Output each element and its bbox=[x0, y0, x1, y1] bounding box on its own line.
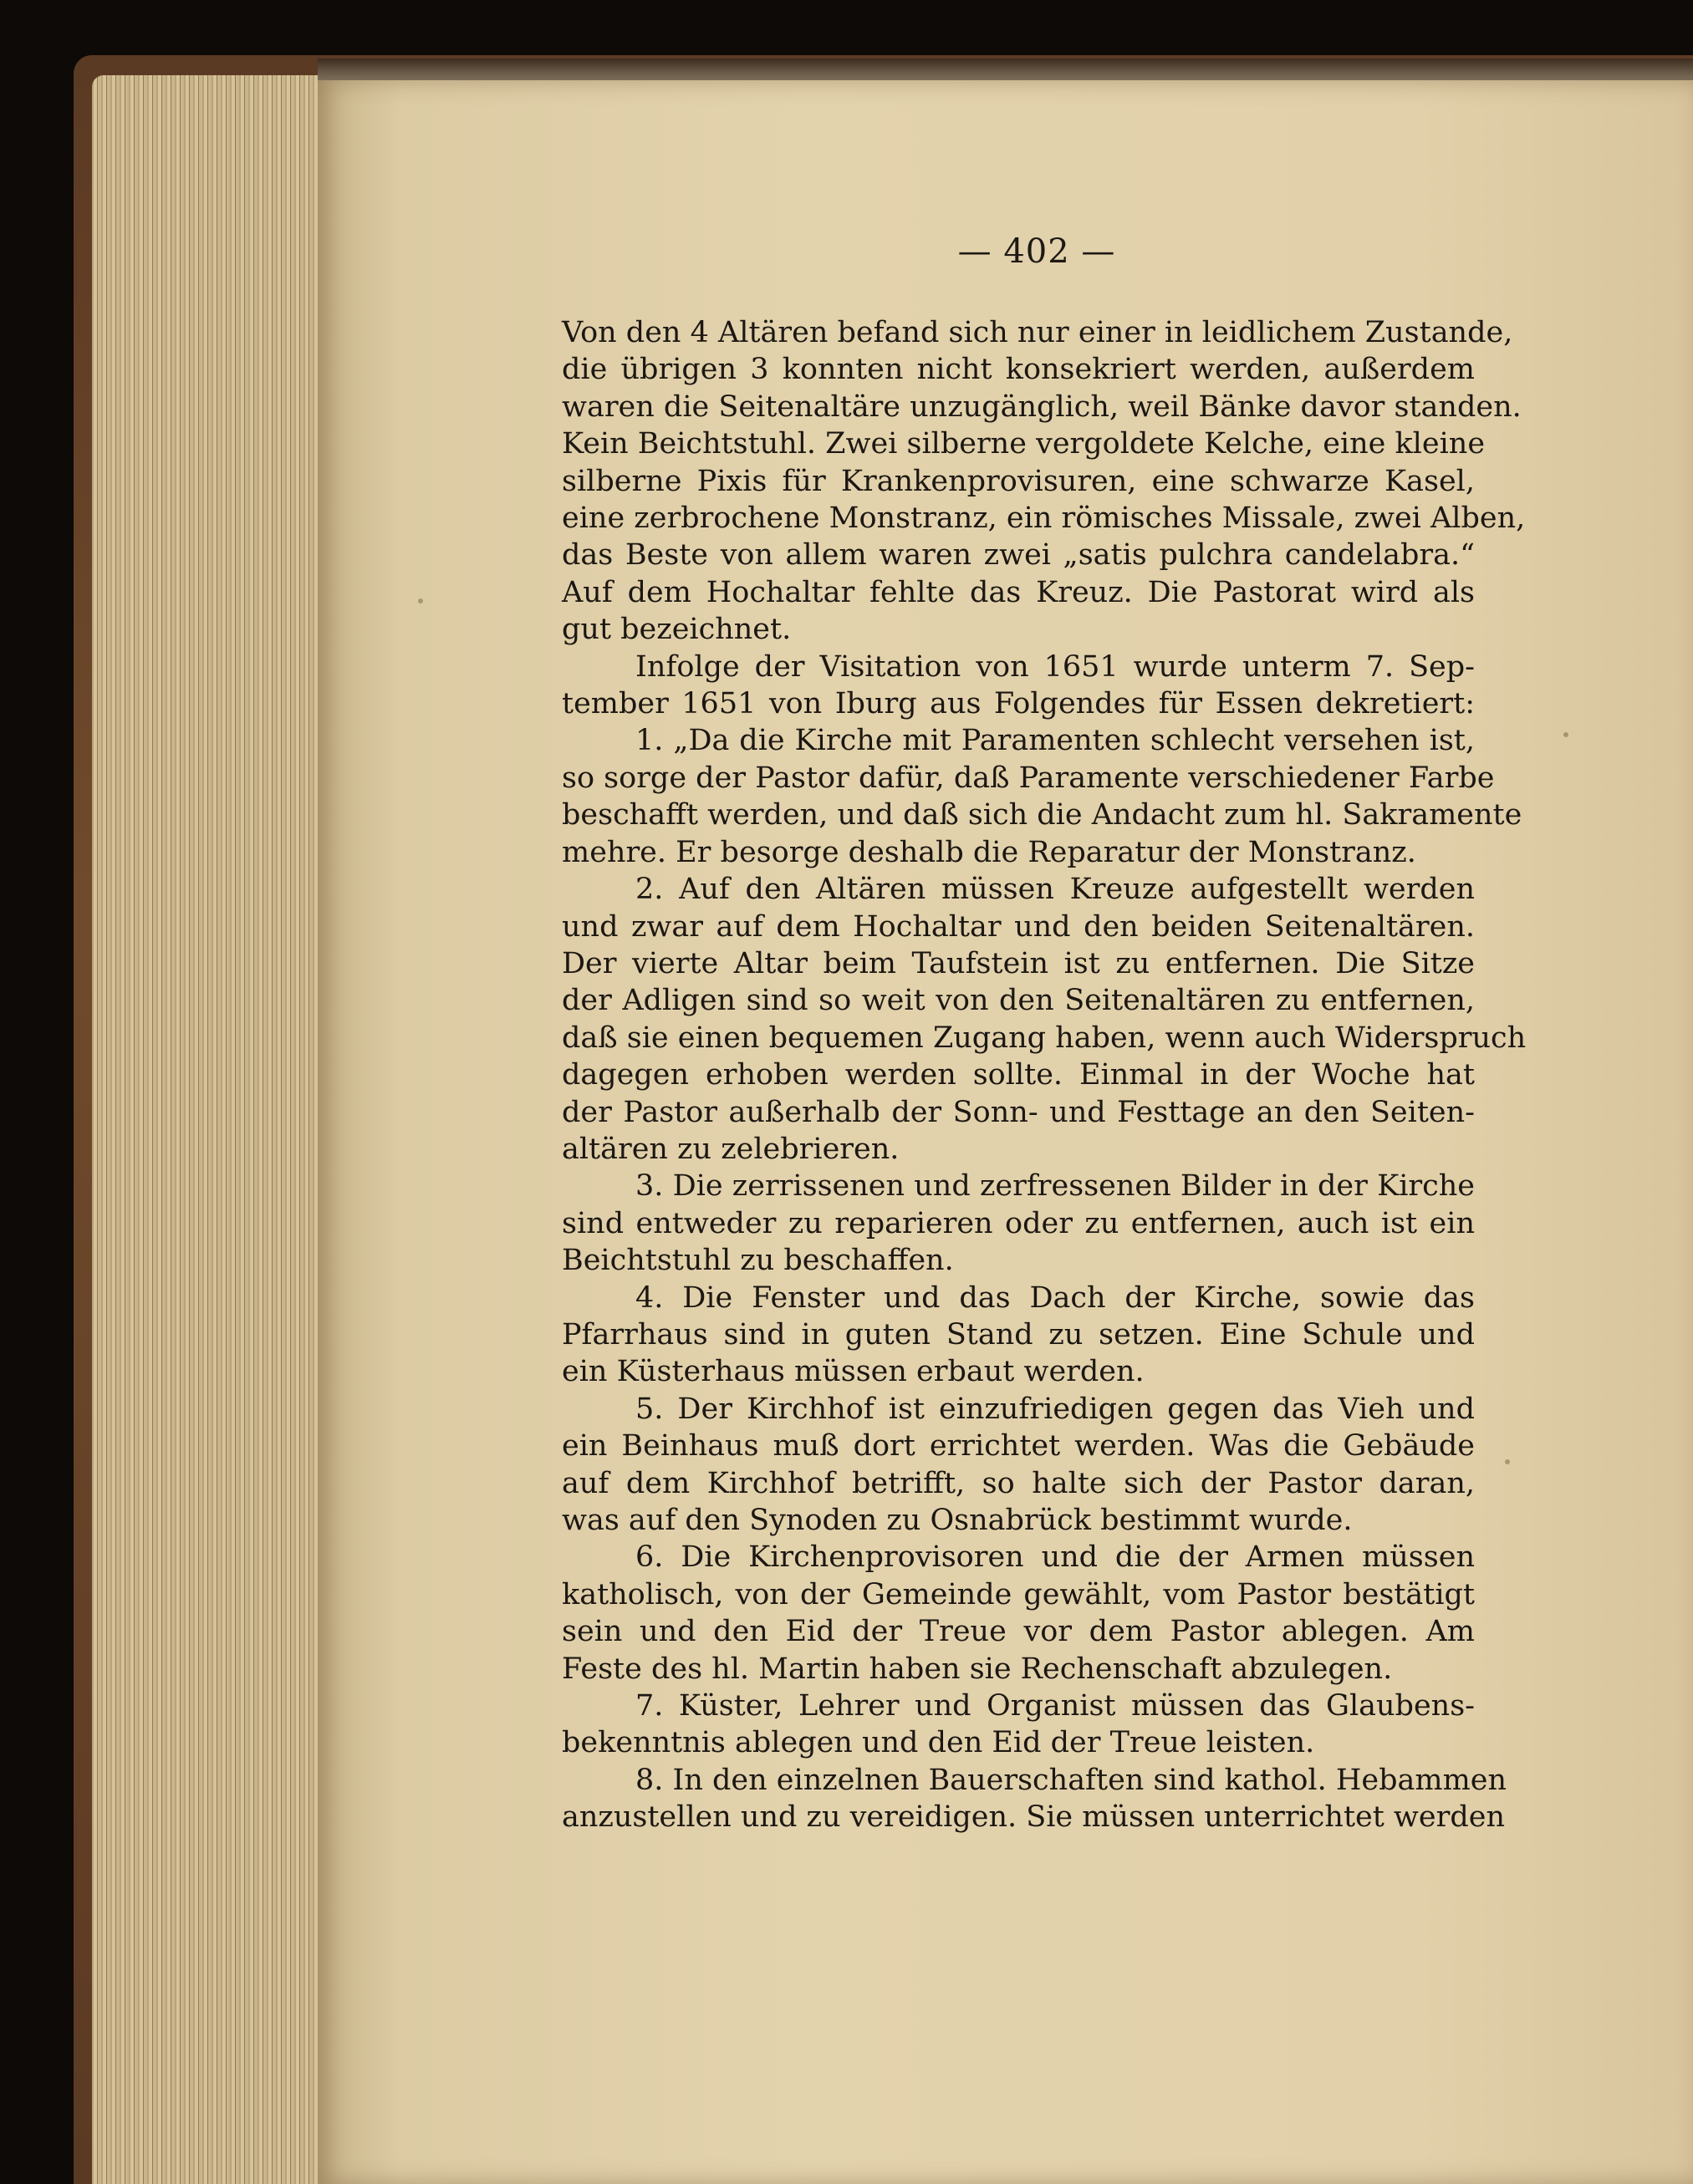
text-line: die übrigen 3 konnten nicht konsekriert werden, außerdem bbox=[562, 353, 1475, 387]
paper-speck bbox=[1563, 732, 1568, 737]
text-line: Pfarrhaus sind in guten Stand zu setzen. Eine Schule und bbox=[562, 1317, 1475, 1352]
text-line: gut bezeichnet. bbox=[562, 613, 792, 647]
text-line: tember 1651 von Iburg aus Folgendes für Essen dekretiert: bbox=[562, 687, 1475, 721]
text-line: dagegen erhoben werden sollte. Einmal in der Woche hat bbox=[562, 1058, 1475, 1092]
text-line: sind entweder zu reparieren oder zu entfernen, auch ist ein bbox=[562, 1206, 1475, 1240]
text-line: Der vierte Altar beim Taufstein ist zu entfernen. Die Sitze bbox=[562, 946, 1475, 980]
text-line: auf dem Kirchhof betrifft, so halte sich der Pastor daran, bbox=[562, 1466, 1475, 1500]
text-line: 4. Die Fenster und das Dach der Kirche, sowie das bbox=[635, 1280, 1475, 1315]
text-line: was auf den Synoden zu Osnabrück bestimmt wurde. bbox=[562, 1504, 1353, 1537]
body-text bbox=[562, 314, 1527, 1836]
text-line: 2. Auf den Altären müssen Kreuze aufgestellt werden bbox=[635, 873, 1475, 907]
text-line: der Pastor außerhalb der Sonn- und Festtage an den Seiten- bbox=[562, 1095, 1475, 1129]
text-line: das Beste von allem waren zwei „satis pulchra candelabra.“ bbox=[562, 538, 1475, 573]
text-line: anzustellen und zu vereidigen. Sie müssen unterrichtet werden bbox=[562, 1800, 1505, 1835]
text-line: ein Küsterhaus müssen erbaut werden. bbox=[562, 1355, 1145, 1389]
text-line: beschafft werden, und daß sich die Andacht zum hl. Sakramente bbox=[562, 798, 1522, 832]
text-line: so sorge der Pastor dafür, daß Paramente verschiedener Farbe bbox=[562, 761, 1495, 795]
text-line: Beichtstuhl zu beschaffen. bbox=[562, 1244, 954, 1278]
text-line: Kein Beichtstuhl. Zwei silberne vergoldete Kelche, eine kleine bbox=[562, 427, 1486, 461]
text-line: der Adligen sind so weit von den Seitenaltären zu entfernen, bbox=[562, 984, 1475, 1018]
text-line: 1. „Da die Kirche mit Paramenten schlecht versehen ist, bbox=[635, 724, 1475, 758]
text-line: Von den 4 Altären befand sich nur einer in leidlichem Zustande, bbox=[562, 316, 1513, 349]
paper-speck bbox=[1505, 1459, 1510, 1464]
text-line: 6. Die Kirchenprovisoren und die der Armen müssen bbox=[635, 1540, 1475, 1575]
text-line: eine zerbrochene Monstranz, ein römisches Missale, zwei Alben, bbox=[562, 501, 1526, 536]
text-line: 5. Der Kirchhof ist einzufriedigen gegen das Vieh und bbox=[635, 1392, 1475, 1426]
text-line: Auf dem Hochaltar fehlte das Kreuz. Die Pastorat wird als bbox=[562, 575, 1475, 609]
page-number: — 402 — bbox=[957, 232, 1116, 271]
page-edges bbox=[92, 75, 351, 2184]
paper-speck bbox=[418, 598, 423, 603]
text-line: sein und den Eid der Treue vor dem Pastor ablegen. Am bbox=[562, 1615, 1475, 1649]
text-line: Infolge der Visitation von 1651 wurde unterm 7. Sep- bbox=[635, 649, 1475, 684]
text-line: bekenntnis ablegen und den Eid der Treue leisten. bbox=[562, 1726, 1315, 1760]
text-line: Feste des hl. Martin haben sie Rechenschaft abzulegen. bbox=[562, 1652, 1393, 1686]
text-line: 3. Die zerrissenen und zerfressenen Bilder in der Kirche bbox=[635, 1169, 1475, 1204]
text-line: ein Beinhaus muß dort errichtet werden. Was die Gebäude bbox=[562, 1429, 1475, 1464]
text-line: daß sie einen bequemen Zugang haben, wenn auch Widerspruch bbox=[562, 1021, 1527, 1055]
text-line: silberne Pixis für Krankenprovisuren, eine schwarze Kasel, bbox=[562, 464, 1475, 498]
text-line: mehre. Er besorge deshalb die Reparatur der Monstranz. bbox=[562, 835, 1416, 869]
text-line: 8. In den einzelnen Bauerschaften sind kathol. Hebammen bbox=[635, 1763, 1507, 1797]
text-line: waren die Seitenaltäre unzugänglich, weil Bänke davor standen. bbox=[562, 389, 1522, 424]
text-line: und zwar auf dem Hochaltar und den beiden Seitenaltären. bbox=[562, 909, 1475, 944]
text-line: katholisch, von der Gemeinde gewählt, vom Pastor bestätigt bbox=[562, 1577, 1475, 1611]
text-line: 7. Küster, Lehrer und Organist müssen das Glaubens- bbox=[635, 1689, 1475, 1723]
text-line: altären zu zelebrieren. bbox=[562, 1132, 900, 1166]
